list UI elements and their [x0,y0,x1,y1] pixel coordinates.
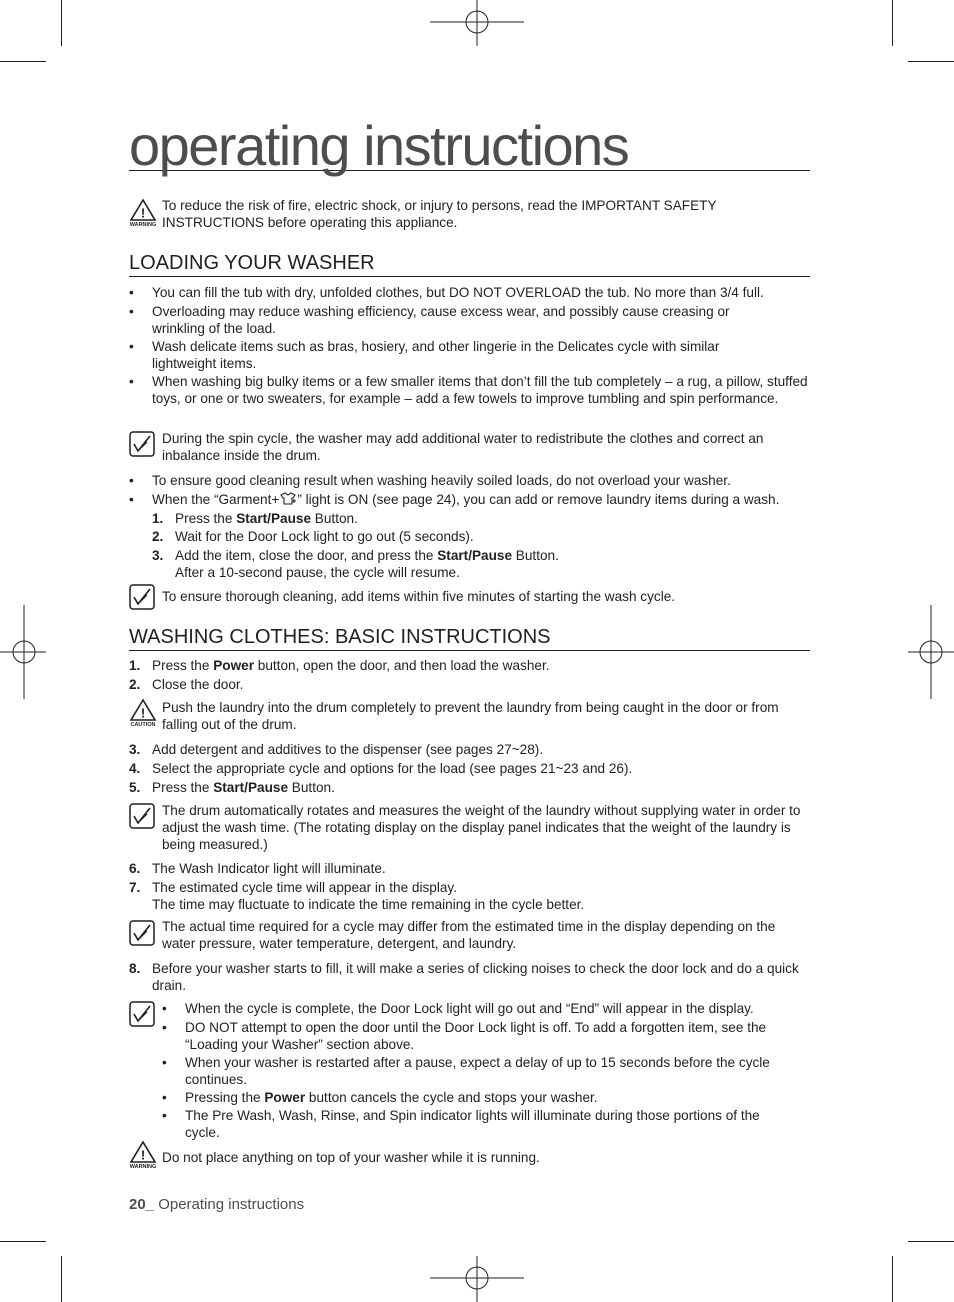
step-item: 3. Add detergent and additives to the dispenser (see pages 27~28). [129,742,544,757]
registration-mark-left [0,605,46,699]
warning-icon [127,198,159,228]
note-icon [129,1001,155,1027]
list-item: • When washing big bulky items or a few smaller items that don’t fill the tub completely – a rug, a pillow, stuffed toys, or one or two sweaters, for example – add a few towels to improve tumbling and spin performance. [129,373,809,407]
list-item: • Wash delicate items such as bras, hosiery, and other lingerie in the Delicates cycle with similar lightweight items. [129,338,759,372]
step-item: 6. The Wash Indicator light will illuminate. [129,861,386,876]
warning-text: To reduce the risk of fire, electric shock, or injury to persons, read the IMPORTANT SAFETY INSTRUCTIONS before operating this appliance. [162,198,717,230]
crop-mark [61,1256,62,1302]
crop-mark [892,1256,893,1302]
caution-text: Push the laundry into the drum completely to prevent the laundry from being caught in the door or from falling out of the drum. [162,700,779,732]
step-item: 7. The estimated cycle time will appear in the display. The time may fluctuate to indicate the time remaining in the cycle better. [129,880,585,912]
note-text: The actual time required for a cycle may differ from the estimated time in the display depending on the water pressure, water temperature, detergent, and laundry. [162,919,776,951]
registration-mark-top [430,0,524,46]
step-item: 1. Press the Start/Pause Button. [152,511,358,526]
svg-text:!: ! [140,1147,146,1163]
page-footer [129,1196,304,1213]
list-item: • Pressing the Power button cancels the cycle and stops your washer. [162,1089,810,1106]
caution-label: CAUTION [130,722,156,728]
step-item: 3. Add the item, close the door, and press the Start/Pause Button. After a 10-second pause, the cycle will resume. [152,548,559,580]
note-text: The drum automatically rotates and measures the weight of the laundry without supplying water in order to adjust the wash time. (The rotating display on the display panel indicates that the weight of the laundry is being measured.) [162,803,801,852]
warning-label: WARNING [129,222,157,228]
crop-mark [908,61,954,62]
section-heading-loading: LOADING YOUR WASHER [129,252,810,277]
list-item-text: ” light is ON (see page 24), you can add or remove laundry items during a wash. [297,492,780,507]
svg-text:!: ! [140,205,146,221]
svg-text:!: ! [140,705,146,721]
step-item: 5. Press the Start/Pause Button. [129,780,335,795]
step-item: 2. Wait for the Door Lock light to go out (5 seconds). [152,529,474,544]
caution-icon [127,698,159,728]
crop-mark [908,1241,954,1242]
note-icon [129,584,155,610]
warning-icon [127,1140,159,1170]
step-item: 1. Press the Power button, open the door, and then load the washer. [129,658,550,673]
page-title: operating instructions [129,120,810,171]
note-icon [129,431,155,457]
warning-label: WARNING [129,1164,157,1170]
note-icon [129,920,155,946]
list-item [129,491,809,508]
list-item: • DO NOT attempt to open the door until the Door Lock light is off. To add a forgotten item, see the “Loading your Washer” section above. [162,1019,810,1053]
step-item: 2. Close the door. [129,677,244,692]
crop-mark [61,0,62,46]
section-heading-washing: WASHING CLOTHES: BASIC INSTRUCTIONS [129,626,810,651]
garment-plus-icon [279,492,297,506]
list-item: • Overloading may reduce washing efficiency, cause excess wear, and possibly cause creasing or wrinkling of the load. [129,303,779,337]
footer-section: Operating instructions [154,1196,305,1213]
crop-mark [892,0,893,46]
registration-mark-right [908,605,954,699]
note-text: During the spin cycle, the washer may add additional water to redistribute the clothes and correct an inbalance inside the drum. [162,431,764,463]
list-item: • You can fill the tub with dry, unfolded clothes, but DO NOT OVERLOAD the tub. No more than 3/4 full. [129,284,809,301]
step-item: 4. Select the appropriate cycle and options for the load (see pages 21~23 and 26). [129,761,633,776]
note-text: To ensure thorough cleaning, add items within five minutes of starting the wash cycle. [162,589,676,604]
registration-mark-bottom [430,1256,524,1302]
step-item: 8. Before your washer starts to fill, it will make a series of clicking noises to check the door lock and do a quick drain. [129,961,799,993]
list-item: • When the cycle is complete, the Door Lock light will go out and “End” will appear in the display. [162,1000,810,1017]
note-icon [129,803,155,829]
crop-mark [0,61,46,62]
crop-mark [0,1241,46,1242]
list-item-text: When the “Garment+ [152,492,280,507]
list-item: • To ensure good cleaning result when washing heavily soiled loads, do not overload your washer. [129,472,809,489]
list-item: • When your washer is restarted after a pause, expect a delay of up to 15 seconds before the cycle continues. [162,1054,810,1088]
list-item: • The Pre Wash, Wash, Rinse, and Spin indicator lights will illuminate during those portions of the cycle. [162,1107,774,1141]
warning-text: Do not place anything on top of your washer while it is running. [162,1150,540,1165]
page-number: 20_ [129,1196,155,1213]
